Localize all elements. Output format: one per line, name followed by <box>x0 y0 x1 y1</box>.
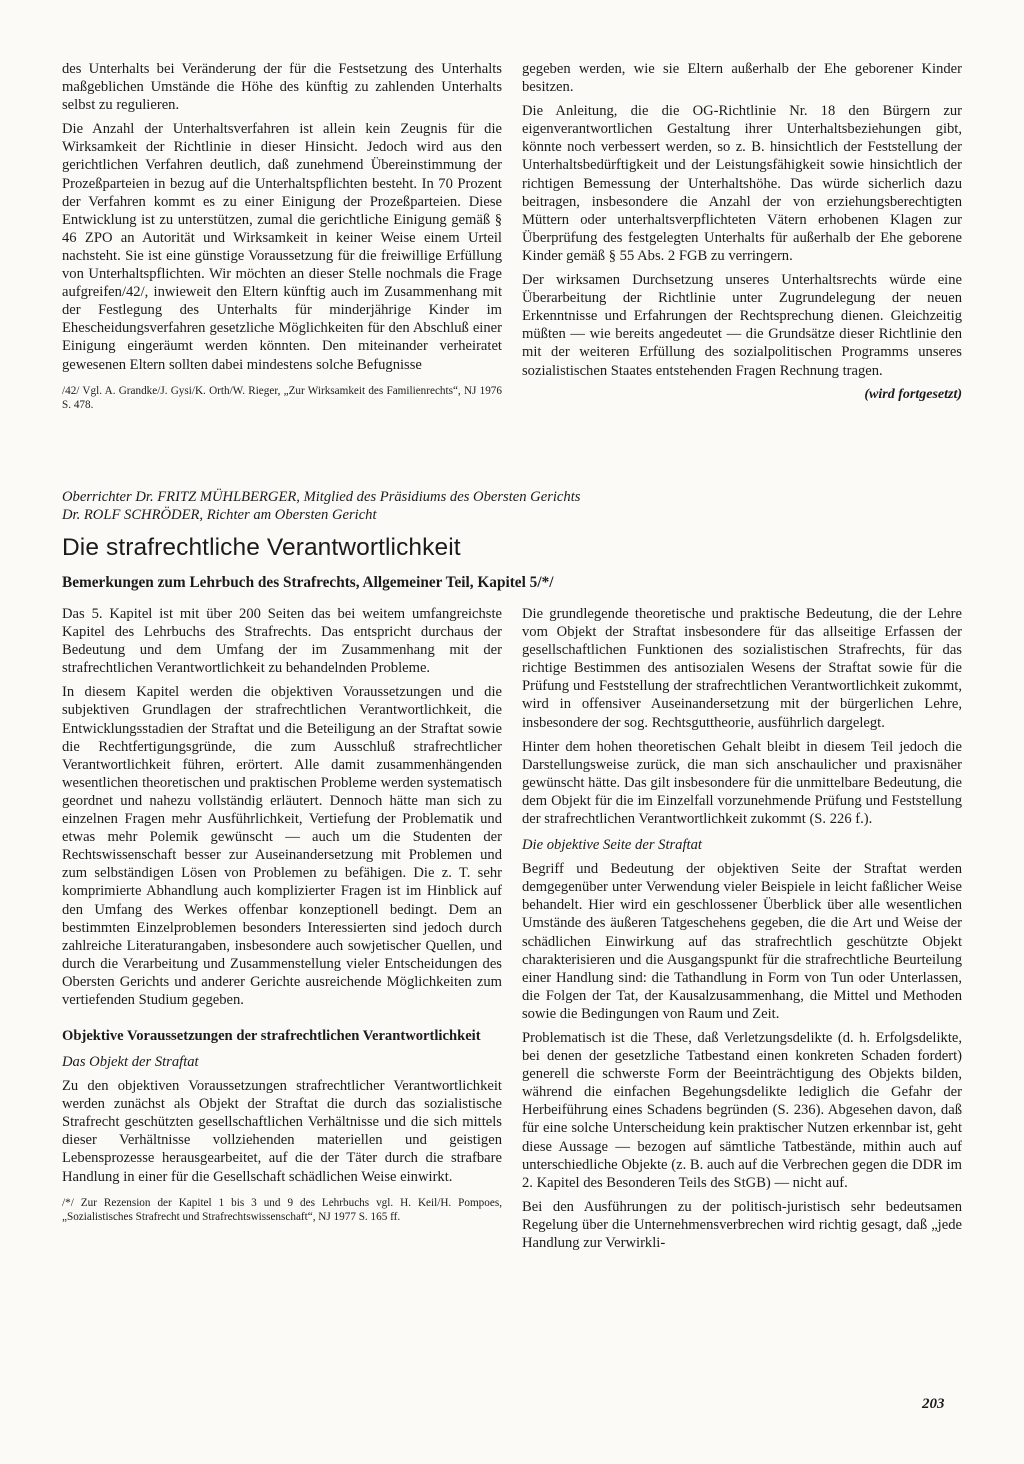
paragraph: In diesem Kapitel werden die objektiven Voraussetzungen und die subjektiven Grundlagen der strafrechtlichen Verantwortlichkeit, die Entwicklungsstadien der Straftat und die Beteiligung an der Straftat sowie die Rechtfertigungsgründe, die zum Ausschluß strafrechtlicher Verantwortlichkeit führen, erörtert. Alle damit zusammenhängenden wesentlichen theoretischen und praktischen Probleme werden systematisch geordnet und nahezu vollständig erläutert. Dennoch hätte man sich zu einzelnen Fragen mehr Ausführlichkeit, Vertiefung der Problematik und etwas mehr Polemik gewünscht — auch um die Studenten der Rechtswissenschaft besser zur Auseinandersetzung mit Problemen und zum selbständigen Lösen von Problemen zu befähigen. Die z. T. sehr komprimierte Abhandlung auch komplizierter Fragen ist im Hinblick auf den Umfang des Werkes offenbar konzeptionell bedingt. Dem an bestimmten Einzelproblemen besonders Interessierten sind jedoch durch zahlreiche Literaturangaben, insbesondere auch sowjetischer Quellen, und durch die Verarbeitung und Zusammenstellung vieler Entscheidungen des Obersten Gerichts und anderer Gerichte ausreichende Möglichkeiten zum vertiefenden Studium gegeben. <box>62 684 502 1008</box>
section-heading: Objektive Voraussetzungen der strafrechtlichen Verantwortlichkeit <box>62 1028 481 1045</box>
paragraph: Hinter dem hohen theoretischen Gehalt bleibt in diesem Teil jedoch die Darstellungsweise zurück, die man sich anschaulicher und praxisnäher gewünscht hätte. Das gilt insbesondere für die unmittelbare Bedeutung, die dem Objekt für die im Einzelfall vorzunehmende Prüfung und Feststellung der strafrechtlichen Verantwortlichkeit zukommt (S. 226 f.). <box>522 738 962 828</box>
paragraph: Bei den Ausführungen zu der politisch-juristisch sehr bedeutsamen Regelung über die Unternehmensverbrechen wird richtig gesagt, daß „jede Handlung zur Verwirkli- <box>522 1198 962 1251</box>
section-subheading: Das Objekt der Straftat <box>62 1054 199 1071</box>
paragraph: Begriff und Bedeutung der objektiven Seite der Straftat werden demgegenüber unter Verwendung vieler Beispiele in leicht faßlicher Weise behandelt. Hier wird ein geschlossener Überblick über alle wesentlichen Umstände des äußeren Tatgeschehens gegeben, die die Art und Weise der schädlichen Einwirkung auf das strafrechtlich geschützte Objekt charakterisieren und die Ausgangspunkt für die strafrechtliche Beurteilung einer Handlung sind: die Tathandlung in Form von Tun oder Unterlassen, die Folgen der Tat, der Kausalzusammenhang, die Mittel und Methoden sowie die Bedingungen von Raum und Zeit. <box>522 861 962 1022</box>
article-authors <box>62 488 962 524</box>
footnote-42: /42/ Vgl. A. Grandke/J. Gysi/K. Orth/W. Rieger, „Zur Wirksamkeit des Familienrechts“, NJ 1976 S. 478. <box>62 384 502 411</box>
top-left-column <box>62 60 502 412</box>
page-number: 203 <box>922 1396 945 1412</box>
paragraph: gegeben werden, wie sie Eltern außerhalb der Ehe geborener Kinder besitzen. <box>522 61 962 96</box>
author-line: Oberrichter Dr. FRITZ MÜHLBERGER, Mitglied des Präsidiums des Obersten Gerichts <box>62 489 581 505</box>
paragraph: Die Anleitung, die die OG-Richtlinie Nr. 18 den Bürgern zur eigenverantwortlichen Gestaltung ihrer Unterhaltsbeziehungen gibt, könnte noch verbessert werden, so z. B. hinsichtlich der Feststellung der Unterhaltsbedürftigkeit und der Leistungsfähigkeit sowie hinsichtlich der richtigen Bemessung der Unterhaltshöhe. Das würde sicherlich dazu beitragen, insbesondere die Anzahl der von erziehungsberechtigten Müttern oder unterhaltsverpflichteten Vätern erhobenen Klagen zur Überprüfung des festgelegten Unterhalts für außerhalb der Ehe geborene Kinder gemäß § 55 Abs. 2 FGB zu verringern. <box>522 103 962 264</box>
paragraph: des Unterhalts bei Veränderung der für die Festsetzung des Unterhalts maßgeblichen Umstände die Höhe des künftig zu zahlenden Unterhalts selbst zu regulieren. <box>62 61 502 114</box>
paragraph: Die grundlegende theoretische und praktische Bedeutung, die der Lehre vom Objekt der Straftat insbesondere für das allseitige Erfassen der gesellschaftlichen Funktionen des sozialistischen Strafrechts, für das richtige Bestimmen des antisozialen Wesens der Straftat sowie für die Prüfung und Feststellung der strafrechtlichen Verantwortlichkeit zukommt, wird in offensiver Auseinandersetzung mit der bürgerlichen Lehre, insbesondere der sog. Rechtsguttheorie, ausführlich dargelegt. <box>522 606 962 731</box>
continued-note: (wird fortgesetzt) <box>864 386 962 402</box>
paragraph: Das 5. Kapitel ist mit über 200 Seiten das bei weitem umfangreichste Kapitel des Lehrbuchs des Strafrechts. Das entspricht durchaus der Bedeutung und dem Umfang der im Zusammenhang mit der strafrechtlichen Verantwortlichkeit zu behandelnden Probleme. <box>62 606 502 677</box>
author-line: Dr. ROLF SCHRÖDER, Richter am Obersten Gericht <box>62 507 377 523</box>
paragraph: Zu den objektiven Voraussetzungen strafrechtlicher Verantwortlichkeit werden zunächst als Objekt der Straftat die durch das sozialistische Strafrecht geschützten gesellschaftlichen Verhältnisse und die sich mittels dieser Verhältnisse vollziehenden materiellen und geistigen Lebensprozesse herausgearbeitet, auf die der Täter durch die strafbare Handlung in einer für die Gesellschaft schädlichen Weise einwirkt. <box>62 1078 502 1185</box>
bottom-left-column <box>62 605 502 1224</box>
top-right-column <box>522 60 962 404</box>
paragraph: Der wirksamen Durchsetzung unseres Unterhaltsrechts würde eine Überarbeitung der Richtlinie unter Zugrundelegung der neuen Erkenntnisse und Erfahrungen der Rechtsprechung dienen. Gleichzeitig müßten — wie bereits angedeutet — die Grundsätze dieser Richtlinie den mit der weiteren Erfüllung des sozialpolitischen Programms unseres sozialistischen Staates entstehenden Fragen Rechnung tragen. <box>522 272 962 379</box>
footnote-star: /*/ Zur Rezension der Kapitel 1 bis 3 und 9 des Lehrbuchs vgl. H. Keil/H. Pompoes, „Sozialistisches Strafrecht und Strafrechtswissenschaft“, NJ 1977 S. 165 ff. <box>62 1196 502 1223</box>
bottom-right-column <box>522 605 962 1258</box>
paragraph: Problematisch ist die These, daß Verletzungsdelikte (d. h. Erfolgsdelikte, bei denen der gesetzliche Tatbestand einen konkreten Schaden fordert) generell die schwerste Form der Beeinträchtigung des Objekts bilden, während die einfachen Begehungsdelikte lediglich die Gefahr der Herbeiführung eines Schadens begründen (S. 236). Abgesehen davon, daß für eine solche Unterscheidung kein praktischer Nutzen erkennbar ist, geht diese Aussage — bezogen auf sämtliche Tatbestände, mithin auch auf unterschiedliche Objekte (z. B. auch auf die Verbrechen gegen die DDR im 2. Kapitel des Besonderen Teils des StGB) — nicht auf. <box>522 1029 962 1191</box>
paragraph: Die Anzahl der Unterhaltsverfahren ist allein kein Zeugnis für die Wirksamkeit der Richtlinie in dieser Hinsicht. Jedoch wird aus den gerichtlichen Verfahren deutlich, daß zunehmend Übereinstimmung der Prozeßparteien in bezug auf die Unterhaltspflichten besteht. In 70 Prozent der Verfahren kommt es zu einer Einigung der Prozeßparteien. Diese Entwicklung ist zu unterstützen, zumal die gerichtliche Einigung gemäß § 46 ZPO an Autorität und Wirksamkeit in keiner Weise einem Urteil nachsteht. Sie ist eine günstige Voraussetzung für die freiwillige Erfüllung von Unterhaltspflichten. Wir möchten an dieser Stelle nochmals die Frage aufgreifen/42/, inwieweit den Eltern künftig auch im Zusammenhang mit der Festlegung des Unterhalts für minderjährige Kinder im Ehescheidungsverfahren gesetzliche Möglichkeiten für den Abschluß einer Einigung eingeräumt werden könnten. Den miteinander verheiratet gewesenen Eltern sollten dabei mindestens solche Befugnisse <box>62 121 502 373</box>
article-subtitle: Bemerkungen zum Lehrbuch des Strafrechts, Allgemeiner Teil, Kapitel 5/*/ <box>62 574 554 591</box>
section-subheading: Die objektive Seite der Straftat <box>522 837 702 854</box>
article-title: Die strafrechtliche Verantwortlichkeit <box>62 534 461 561</box>
